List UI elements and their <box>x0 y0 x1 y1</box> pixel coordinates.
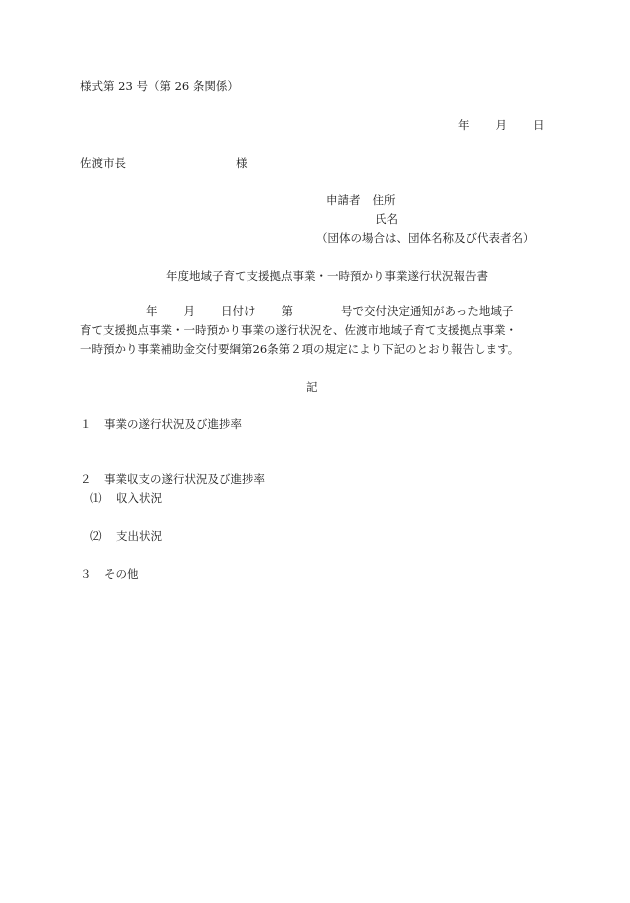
section-number: １ <box>80 417 92 431</box>
applicant-address-row <box>326 194 396 208</box>
section-number: ２ <box>80 472 92 486</box>
date-year: 年 <box>458 118 470 132</box>
body-date-suffix: 日付け <box>221 304 256 318</box>
section-label: 事業の遂行状況及び進捗率 <box>104 417 242 431</box>
body-year: 年 <box>146 304 158 318</box>
addressee-name: 佐渡市長 <box>80 156 126 170</box>
applicant-name-label: 氏名 <box>375 212 398 226</box>
date-month: 月 <box>495 118 507 132</box>
subsection-number: ⑴ <box>90 491 102 505</box>
document-title: 年度地域子育て支援拠点事業・一時預かり事業遂行状況報告書 <box>166 269 488 283</box>
body-line-2: 育て支援拠点事業・一時預かり事業の遂行状況を、佐渡市地域子育て支援拠点事業・ <box>80 323 517 337</box>
section-label: その他 <box>104 567 139 581</box>
section-number: ３ <box>80 567 92 581</box>
applicant-label: 申請者 <box>326 193 361 207</box>
body-month: 月 <box>183 304 195 318</box>
date-day: 日 <box>533 118 545 132</box>
section-label: 事業収支の遂行状況及び進捗率 <box>104 472 265 486</box>
subsection-item <box>90 530 162 544</box>
applicant-note: （団体の場合は、団体名称及び代表者名） <box>316 231 535 245</box>
section-item <box>80 473 265 487</box>
ki-heading: 記 <box>306 380 318 394</box>
section-item <box>80 418 242 432</box>
addressee-honorific: 様 <box>236 156 248 170</box>
applicant-address-label: 住所 <box>372 193 396 207</box>
section-item <box>80 568 139 582</box>
body-line1-end: 号で交付決定通知があった地域子 <box>341 304 514 318</box>
body-line-1 <box>80 305 513 319</box>
subsection-item <box>90 492 162 506</box>
subsection-number: ⑵ <box>90 529 102 543</box>
body-dai: 第 <box>281 304 293 318</box>
form-number: 様式第 23 号（第 26 条関係） <box>80 79 239 93</box>
subsection-label: 支出状況 <box>116 529 162 543</box>
subsection-label: 収入状況 <box>116 491 162 505</box>
addressee <box>80 157 248 171</box>
body-line-3: 一時預かり事業補助金交付要綱第26条第２項の規定により下記のとおり報告します。 <box>80 342 520 356</box>
date-line <box>458 119 545 133</box>
